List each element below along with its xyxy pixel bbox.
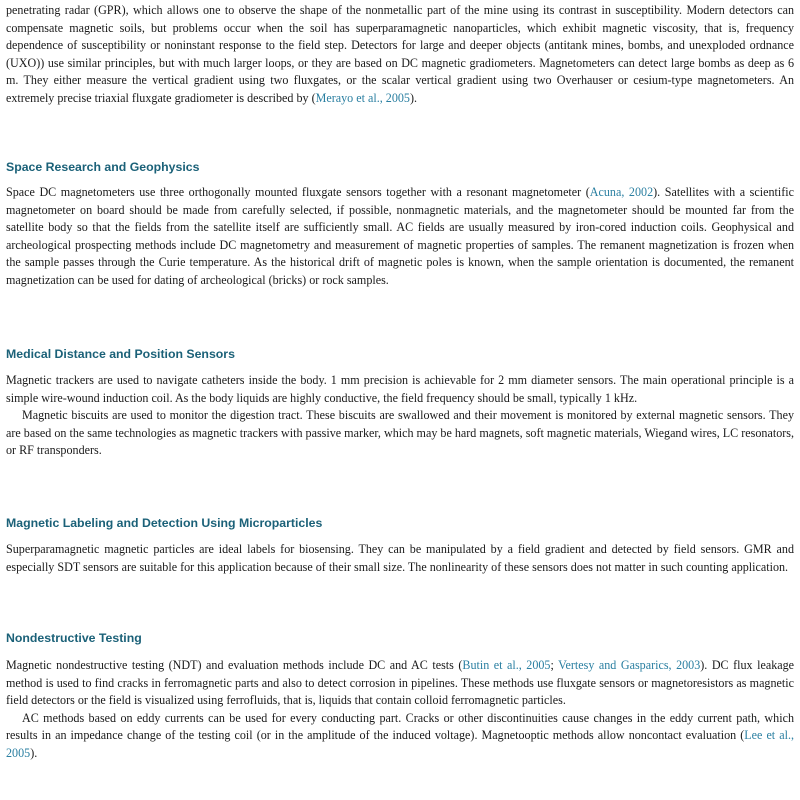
- heading-nondestructive-testing: Nondestructive Testing: [6, 631, 142, 645]
- citation-vertesy-2003[interactable]: Vertesy and Gasparics, 2003: [558, 658, 701, 672]
- citation-lee-2005[interactable]: Lee et al., 2005: [6, 728, 794, 760]
- labeling-section: [6, 541, 794, 576]
- medical-paragraph-2: Magnetic biscuits are used to monitor the digestion tract. These biscuits are swallowed and their movement is monitored by external magnetic sensors. They are based on the same technologies as magnetic trackers with passive marker, which may be hard magnets, soft magnetic materials, Wiegand wires, LC resonators, or RF transponders.: [6, 408, 795, 458]
- intro-text-a: penetrating radar (GPR), which allows one to observe the shape of the nonmetallic part of the mine using its contrast in susceptibility. Modern detectors can compensate magnetic soils, but problems occur when the soil has superparamagnetic nanoparticles, which exhibit magnetic viscosity, that is, frequency dependence of susceptibility or noninstant response to the field step. Detectors for large and deeper objects (antitank mines, bombs, and unexploded ordnance (UXO)) use similar principles, but with much larger loops, or they are based on DC magnetic gradiometers. Magnetometers can detect large bombs as deep as 6 m. They either measure the vertical gradient using two fluxgates, or the scalar vertical gradient using two Overhauser or cesium-type magnetometers. An extremely precise triaxial fluxgate gradiometer is described by (: [6, 3, 794, 105]
- ndt-paragraph-2: [6, 710, 794, 763]
- ndt-p2-text-b: ).: [30, 745, 38, 760]
- heading-magnetic-labeling: Magnetic Labeling and Detection Using Microparticles: [6, 516, 323, 530]
- intro-paragraph: [6, 2, 794, 108]
- citation-separator: ;: [550, 658, 559, 672]
- heading-medical-sensors: Medical Distance and Position Sensors: [6, 347, 235, 361]
- ndt-paragraph-1: [6, 657, 794, 710]
- ndt-p1-text-b: ). DC flux leakage method is used to find cracks in ferromagnetic parts and also to detect corrosion in pipelines. These methods use fluxgate sensors or magnetoresistors as magnetic field detectors or the field is visualized using ferrofluids, that is, liquids that contain colloid ferromagnetic particles.: [6, 658, 795, 708]
- citation-merayo-2005[interactable]: Merayo et al., 2005: [315, 90, 410, 105]
- space-section: [6, 184, 794, 290]
- ndt-p1-text-a: Magnetic nondestructive testing (NDT) and evaluation methods include DC and AC tests (: [6, 658, 463, 672]
- heading-space-research: Space Research and Geophysics: [6, 160, 200, 174]
- intro-text-b: ).: [409, 90, 418, 105]
- medical-section: [6, 372, 794, 460]
- ndt-p2-text-a: AC methods based on eddy currents can be used for every conducting part. Cracks or other discontinuities cause changes in the eddy current path, which results in an impedance change of the testing coil (or in the amplitude of the induced voltage). Magnetooptic methods allow noncontact evaluation (: [6, 710, 794, 743]
- intro-section: [6, 2, 794, 108]
- medical-paragraph-1: Magnetic trackers are used to navigate catheters inside the body. 1 mm precision is achievable for 2 mm diameter sensors. The main operational principle is a simple wire-wound induction coil. As the body liquids are highly conductive, the field frequency should be small, typically 1 kHz.: [6, 373, 794, 405]
- space-paragraph: [6, 184, 794, 290]
- ndt-section: [6, 657, 794, 763]
- space-text-b: ). Satellites with a scientific magnetometer on board should be made from carefully selected, if possible, nonmagnetic materials, and the magnetometer should be mounted far from the satellite body so that the fields from the satellite itself are sufficiently small. AC fields are usually measured by iron-cored induction coils. Geophysical and archeological prospecting methods include DC magnetometry and measurement of magnetic properties of samples. The remanent magnetization is frozen when the sample passes through the Curie temperature. As the historical drift of magnetic poles is known, when the sample orientation is documented, the remanent magnetization can be used for dating of archeological (bricks) or rock samples.: [6, 185, 794, 287]
- space-text-a: Space DC magnetometers use three orthogonally mounted fluxgate sensors together with a resonant magnetometer (: [6, 185, 590, 199]
- citation-acuna-2002[interactable]: Acuna, 2002: [589, 185, 654, 199]
- labeling-paragraph: Superparamagnetic magnetic particles are ideal labels for biosensing. They can be manipulated by a field gradient and detected by field sensors. GMR and especially SDT sensors are suitable for this application because of their small size. The nonlinearity of these sensors does not matter in such counting application.: [6, 542, 794, 574]
- citation-butin-2005[interactable]: Butin et al., 2005: [462, 658, 551, 672]
